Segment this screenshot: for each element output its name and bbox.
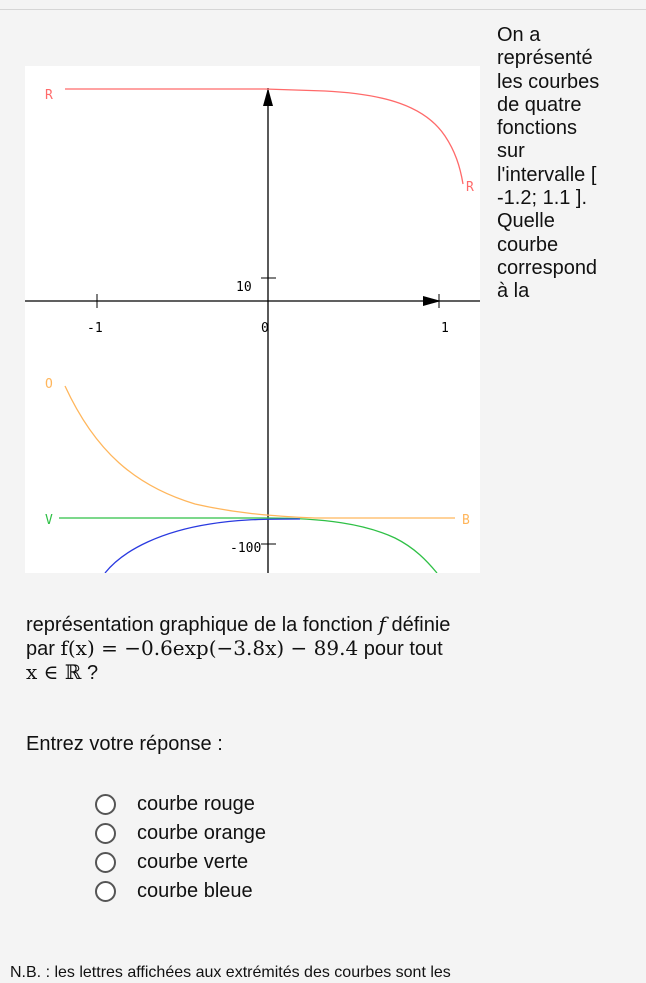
curve-label-orange-left: O: [45, 377, 53, 392]
choice-blue[interactable]: [95, 877, 266, 906]
question-text-part: par: [26, 638, 61, 660]
question-line-2: [26, 637, 626, 661]
function-formula: f(x) = −0.6exp(−3.8x) − 89.4: [60, 636, 359, 660]
intro-line: correspond: [497, 256, 598, 279]
choice-green[interactable]: [95, 848, 266, 877]
curve-orange: [65, 386, 455, 518]
curve-label-red-right: R: [466, 180, 474, 195]
y-axis-arrow: [263, 88, 273, 106]
tick-label-x-1: 1: [441, 321, 449, 336]
choice-red[interactable]: [95, 790, 266, 819]
choice-label: courbe orange: [137, 822, 266, 844]
choice-orange[interactable]: [95, 819, 266, 848]
radio-button[interactable]: [95, 794, 116, 815]
intro-line: On a: [497, 24, 541, 46]
intro-line: de quatre: [497, 93, 582, 116]
intro-line: -1.2; 1.1 ].: [497, 187, 588, 210]
graph-svg: [25, 66, 480, 573]
intro-line: à la: [497, 280, 530, 303]
intro-line: sur: [497, 140, 525, 163]
curve-label-orange-right: B: [462, 513, 470, 528]
answer-choices: [95, 790, 266, 906]
footnote: N.B. : les lettres affichées aux extrémités des courbes sont les: [10, 964, 451, 981]
intro-line: les courbes: [497, 70, 600, 93]
tick-label-x-0: 0: [261, 321, 269, 336]
radio-button[interactable]: [95, 823, 116, 844]
answer-prompt: Entrez votre réponse :: [26, 733, 223, 755]
function-symbol: f: [378, 612, 386, 636]
top-divider: [0, 9, 646, 10]
curve-label-green-left: V: [45, 513, 53, 528]
function-graph: [25, 66, 480, 573]
radio-button[interactable]: [95, 852, 116, 873]
x-axis-arrow: [423, 296, 441, 306]
choice-label: courbe bleue: [137, 880, 253, 902]
question-line-1: [26, 613, 626, 637]
question-line-3: [26, 661, 626, 685]
question-text-part: pour tout: [358, 638, 443, 660]
question-intro: [497, 24, 642, 304]
question-text-part: définie: [385, 614, 451, 636]
intro-line: l'intervalle [: [497, 163, 597, 186]
tick-label-y-10: 10: [236, 280, 252, 295]
intro-line: fonctions: [497, 117, 578, 140]
curve-blue: [105, 519, 300, 573]
tick-label-y-neg100: -100: [230, 541, 262, 556]
question-text-part: représentation graphique de la fonction: [26, 614, 379, 636]
question-text-part: ?: [81, 662, 99, 684]
question-text: [26, 613, 626, 685]
intro-line: Quelle: [497, 210, 555, 233]
choice-label: courbe verte: [137, 851, 249, 873]
domain-formula: x ∈ ℝ: [26, 660, 82, 684]
radio-button[interactable]: [95, 881, 116, 902]
tick-label-x-neg1: -1: [87, 321, 103, 336]
intro-line: courbe: [497, 233, 559, 256]
curve-label-red-left: R: [45, 88, 53, 103]
choice-label: courbe rouge: [137, 793, 255, 815]
intro-line: représenté: [497, 47, 593, 70]
